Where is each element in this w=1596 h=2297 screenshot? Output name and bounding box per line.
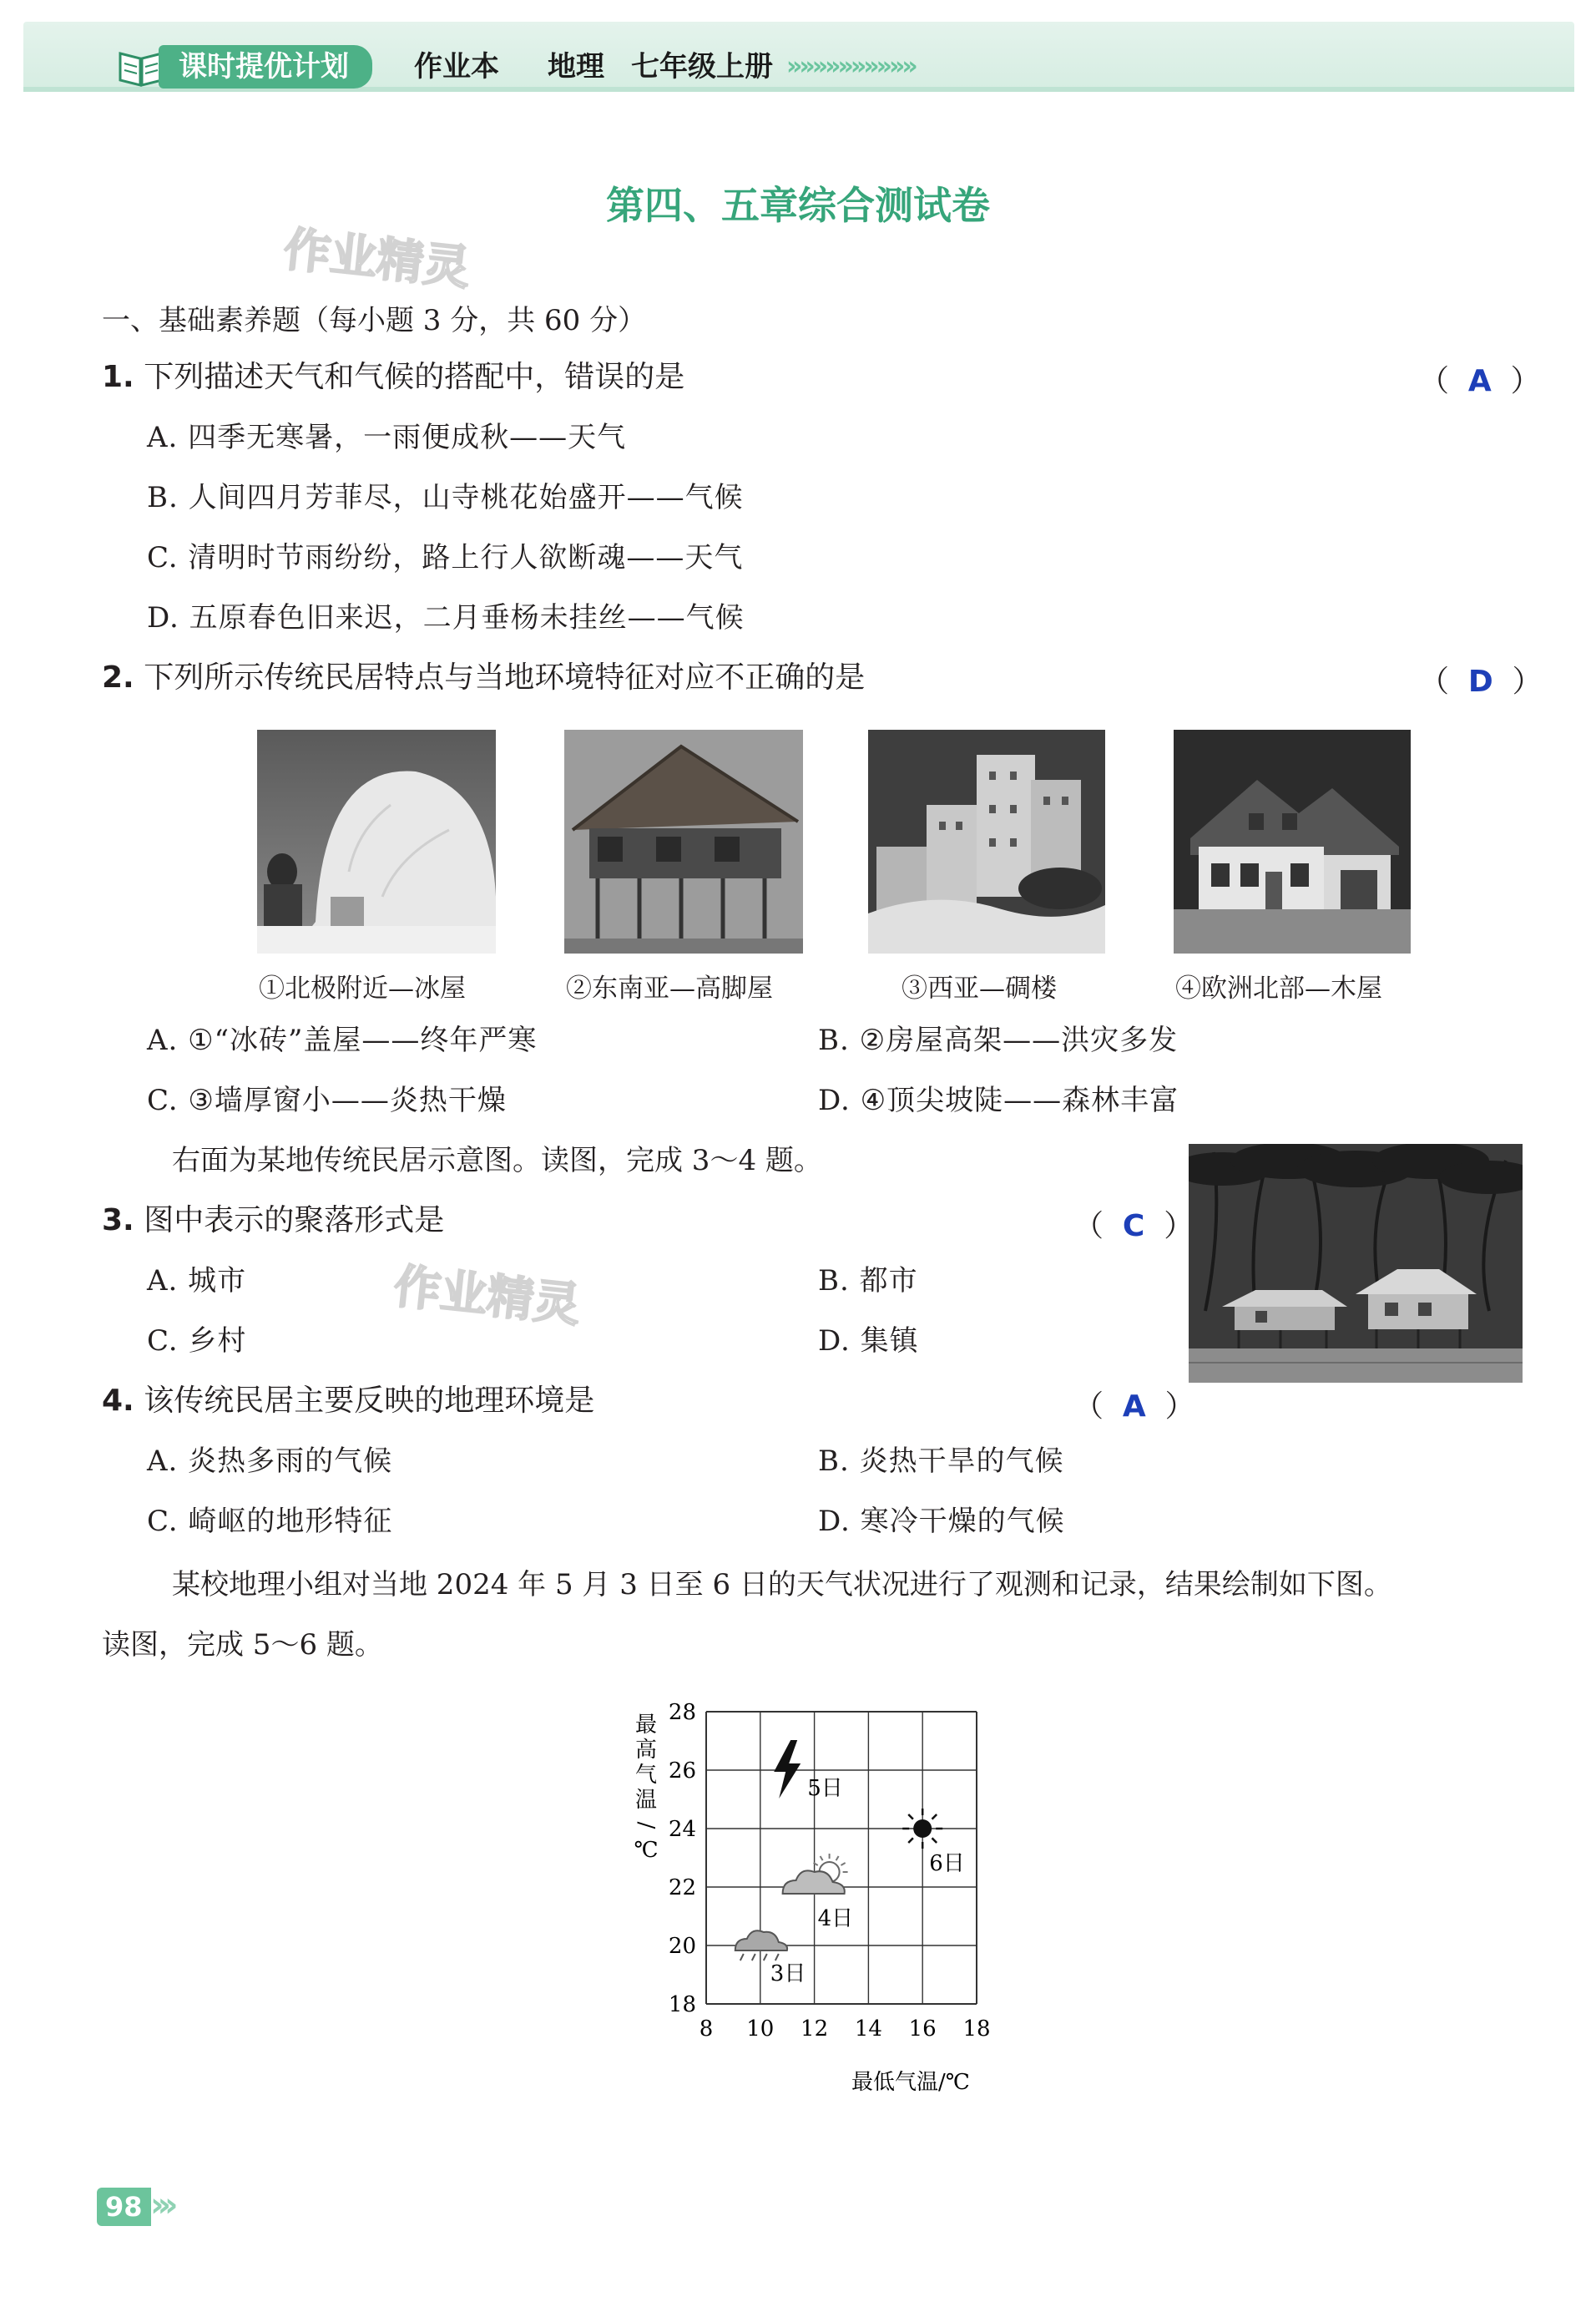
option: D. 寒冷干燥的气候 [818,1505,1065,1538]
question-3 [102,1201,444,1241]
y-tick-label: 18 [668,1992,696,2017]
question-number: 3. [102,1203,134,1237]
answer-1: （ A ） [1419,364,1541,398]
y-axis-label-char: 最 [634,1713,658,1738]
section-heading: 一、基础素养题（每小题 3 分，共 60 分） [102,304,647,337]
page-title: 第四、五章综合测试卷 [606,183,990,228]
point-label: 6日 [929,1851,965,1876]
caption-tower: ③西亚—碉楼 [902,974,1057,1004]
option: C. ③墙厚窗小——炎热干燥 [147,1084,507,1117]
tower-house-photo [868,730,1105,954]
option: A. 城市 [147,1264,247,1298]
answer-3: （ C ） [1073,1209,1194,1243]
point-label: 5日 [807,1776,843,1801]
question-stem: 该传统民居主要反映的地理环境是 [144,1384,595,1418]
option: B. 人间四月芳菲尽，山寺桃花始盛开——气候 [147,481,744,514]
option: A. 四季无寒暑，一雨便成秋——天气 [147,421,627,454]
intro-q5-6-line2: 读图，完成 5～6 题。 [102,1628,383,1662]
y-axis-label-char: 气 [634,1763,658,1788]
point-label: 3日 [770,1961,806,1986]
option: D. ④顶尖坡陡——森林丰富 [818,1084,1179,1117]
option: C. 清明时节雨纷纷，路上行人欲断魂——天气 [147,541,744,574]
x-axis-label: 最低气温/℃ [851,2070,970,2095]
watermark: 作业精灵 [280,222,473,296]
x-tick-label: 12 [801,2016,829,2041]
igloo-photo [257,730,496,954]
question-number: 1. [102,360,134,394]
question-number: 2. [102,660,134,695]
watermark: 作业精灵 [391,1259,583,1333]
option: B. 都市 [818,1264,918,1298]
option: B. 炎热干旱的气候 [818,1444,1064,1478]
header-arrows-icon: »»»»»»»»»» [786,52,915,81]
x-tick-label: 8 [699,2016,714,2041]
cloudy-rain-icon [735,1930,787,1961]
question-number: 4. [102,1384,134,1418]
sunny-icon [902,1809,942,1849]
brand-label: 课时提优计划 [159,45,372,89]
y-tick-label: 26 [668,1758,696,1783]
x-tick-label: 16 [908,2016,937,2041]
wooden-house-photo [1174,730,1411,954]
intro-q5-6-line1: 某校地理小组对当地 2024 年 5 月 3 日至 6 日的天气状况进行了观测和记录，结果绘制如下图。 [172,1568,1392,1601]
x-tick-label: 10 [746,2016,775,2041]
intro-q3-4: 右面为某地传统民居示意图。读图，完成 3～4 题。 [172,1144,822,1177]
subject: 地理 [548,50,604,83]
caption-stilt-house: ②东南亚—高脚屋 [566,974,773,1004]
option: A. ①“冰砖”盖屋——终年严寒 [147,1024,538,1057]
x-tick-label: 18 [962,2016,991,2041]
grade: 七年级上册 [631,50,773,83]
y-axis-label-char: 高 [634,1738,658,1763]
stilt-village-photo [1189,1144,1523,1383]
answer-2: （ D ） [1419,665,1543,699]
y-axis-label-char: / [634,1821,659,1829]
y-tick-label: 22 [668,1875,696,1900]
y-axis-label-char: ℃ [634,1838,659,1863]
page-arrow-icon: ››› [150,2186,172,2224]
y-tick-label: 28 [668,1700,696,1725]
option: C. 乡村 [147,1324,247,1358]
caption-igloo: ①北极附近—冰屋 [259,974,466,1004]
stilt-house-photo [564,730,803,954]
page-number: 98 [97,2188,151,2226]
answer-4: （ A ） [1073,1389,1195,1424]
option: D. 五原春色旧来迟，二月垂杨未挂丝——气候 [147,601,745,635]
caption-wooden-house: ④欧洲北部—木屋 [1175,974,1382,1004]
question-stem: 下列描述天气和气候的搭配中，错误的是 [144,360,685,394]
x-tick-label: 14 [854,2016,882,2041]
y-tick-label: 20 [668,1934,696,1959]
question-1 [102,357,684,397]
y-axis-label-char: 温 [634,1788,658,1813]
point-label: 4日 [817,1906,854,1931]
y-tick-label: 24 [668,1817,696,1842]
weather-scatter-chart [609,1687,1043,2104]
question-4 [102,1381,594,1421]
option: C. 崎岖的地形特征 [147,1505,393,1538]
question-stem: 下列所示传统民居特点与当地环境特征对应不正确的是 [144,660,866,695]
book-type: 作业本 [414,50,499,83]
option: B. ②房屋高架——洪灾多发 [818,1024,1179,1057]
partly-cloudy-icon [783,1854,848,1894]
thunderstorm-icon [774,1740,801,1799]
question-stem: 图中表示的聚落形式是 [144,1203,445,1237]
option: A. 炎热多雨的气候 [147,1444,393,1478]
question-2 [102,658,865,698]
option: D. 集镇 [818,1324,919,1358]
